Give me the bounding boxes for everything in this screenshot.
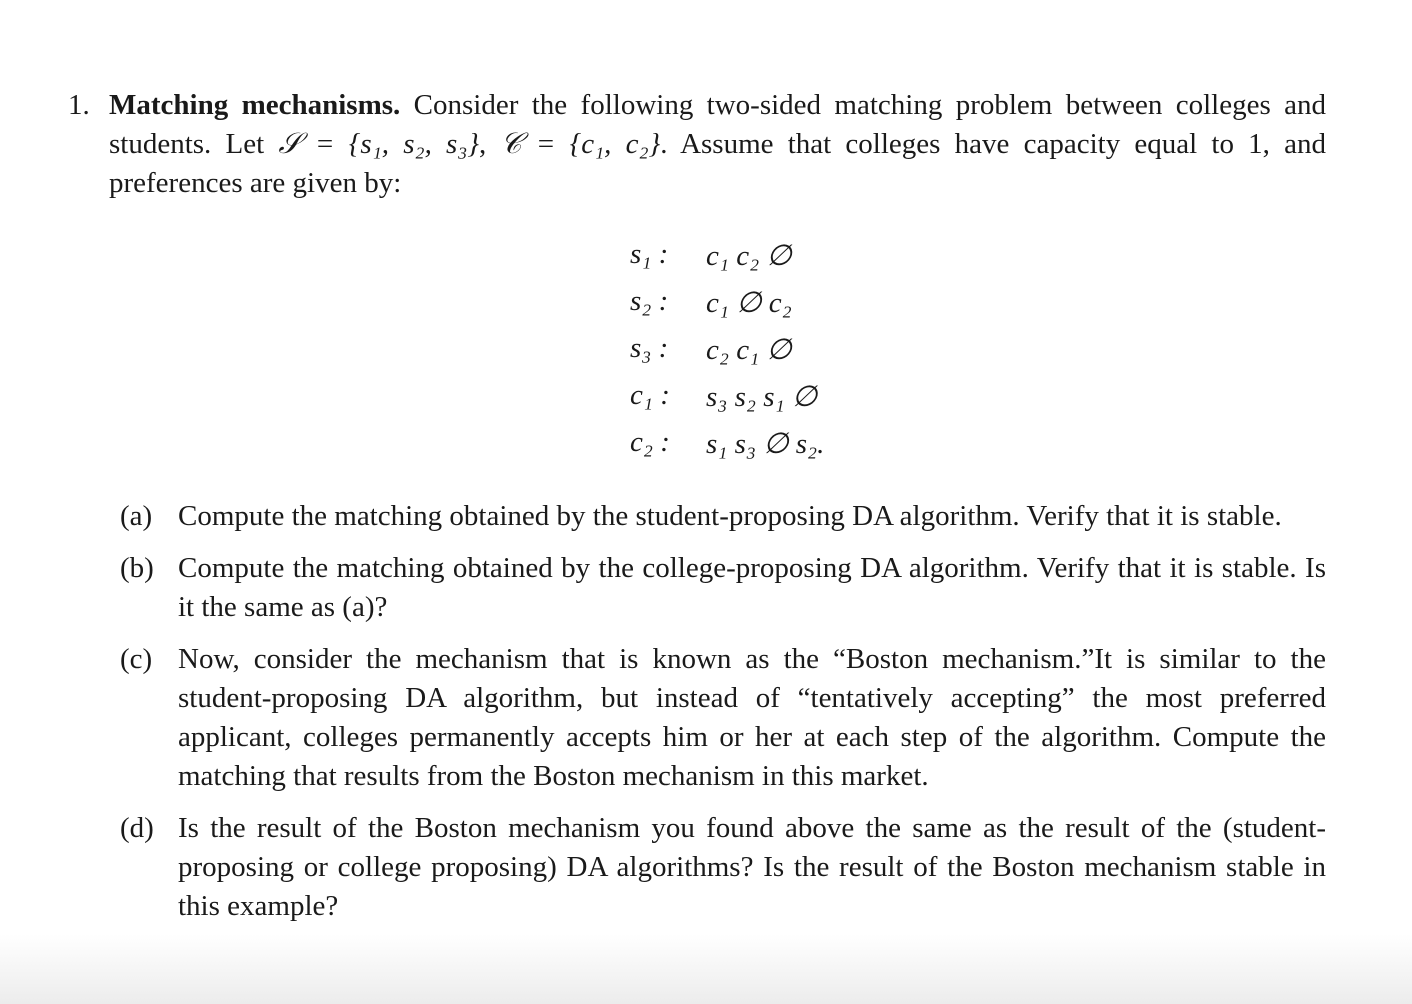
preference-ranking: c₂ c₁ ∅ <box>706 334 792 366</box>
question-parts <box>120 497 1326 939</box>
preference-ranking: s₃ s₂ s₁ ∅ <box>706 381 818 413</box>
preference-row <box>630 426 824 473</box>
question-part-c <box>120 640 1326 796</box>
problem-statement <box>68 86 1326 203</box>
part-label: (d) <box>120 812 154 844</box>
preference-ranking: s₁ s₃ ∅ s₂. <box>706 428 825 460</box>
preference-agent: s₂ : <box>630 285 669 317</box>
part-text: Is the result of the Boston mechanism you found above the same as the result of the (student-proposing or college proposing) DA algorithms? Is the result of the Boston mechanism stable in this example? <box>178 812 1326 922</box>
bottom-shadow <box>0 934 1412 1004</box>
part-label: (c) <box>120 643 153 675</box>
preference-row <box>630 379 824 426</box>
preference-row <box>630 285 824 332</box>
student-set: 𝒮 = {s₁, s₂, s₃} <box>278 128 480 160</box>
preference-row <box>630 332 824 379</box>
question-part-d <box>120 809 1326 926</box>
question-part-a <box>120 497 1326 536</box>
question-part-b <box>120 549 1326 627</box>
problem-title: Matching mechanisms. <box>109 89 401 121</box>
intro-comma: , <box>479 128 501 160</box>
preference-agent: s₁ : <box>630 238 669 270</box>
preference-row <box>630 238 824 285</box>
preference-agent: s₃ : <box>630 332 669 364</box>
part-text: Compute the matching obtained by the college-proposing DA algorithm. Verify that it is stable. Is it the same as (a)? <box>178 552 1326 623</box>
preference-table <box>630 238 824 473</box>
part-text: Now, consider the mechanism that is known as the “Boston mechanism.”It is similar to the student-proposing DA algorithm, but instead of “tentatively accepting” the most preferred applicant, colleges permanently accepts him or her at each step of the algorithm. Compute the matching that results from the Boston mechanism in this market. <box>178 643 1326 792</box>
preference-ranking: c₁ c₂ ∅ <box>706 240 792 272</box>
problem-number: 1. <box>68 89 90 121</box>
intro-text-2: . Assume that colleges have capacity equal to 1, and preferences are given by: <box>109 128 1327 199</box>
part-text: Compute the matching obtained by the student-proposing DA algorithm. Verify that it is stable. <box>178 500 1282 532</box>
preference-agent: c₁ : <box>630 379 670 411</box>
problem-intro <box>109 86 1326 203</box>
intro-text-1: Consider the following two-sided matching problem between colleges and students. Let <box>109 89 1326 160</box>
college-set: 𝒞 = {c₁, c₂} <box>500 128 661 160</box>
part-label: (b) <box>120 552 154 584</box>
part-label: (a) <box>120 500 153 532</box>
preference-ranking: c₁ ∅ c₂ <box>706 287 792 319</box>
preference-agent: c₂ : <box>630 426 670 458</box>
